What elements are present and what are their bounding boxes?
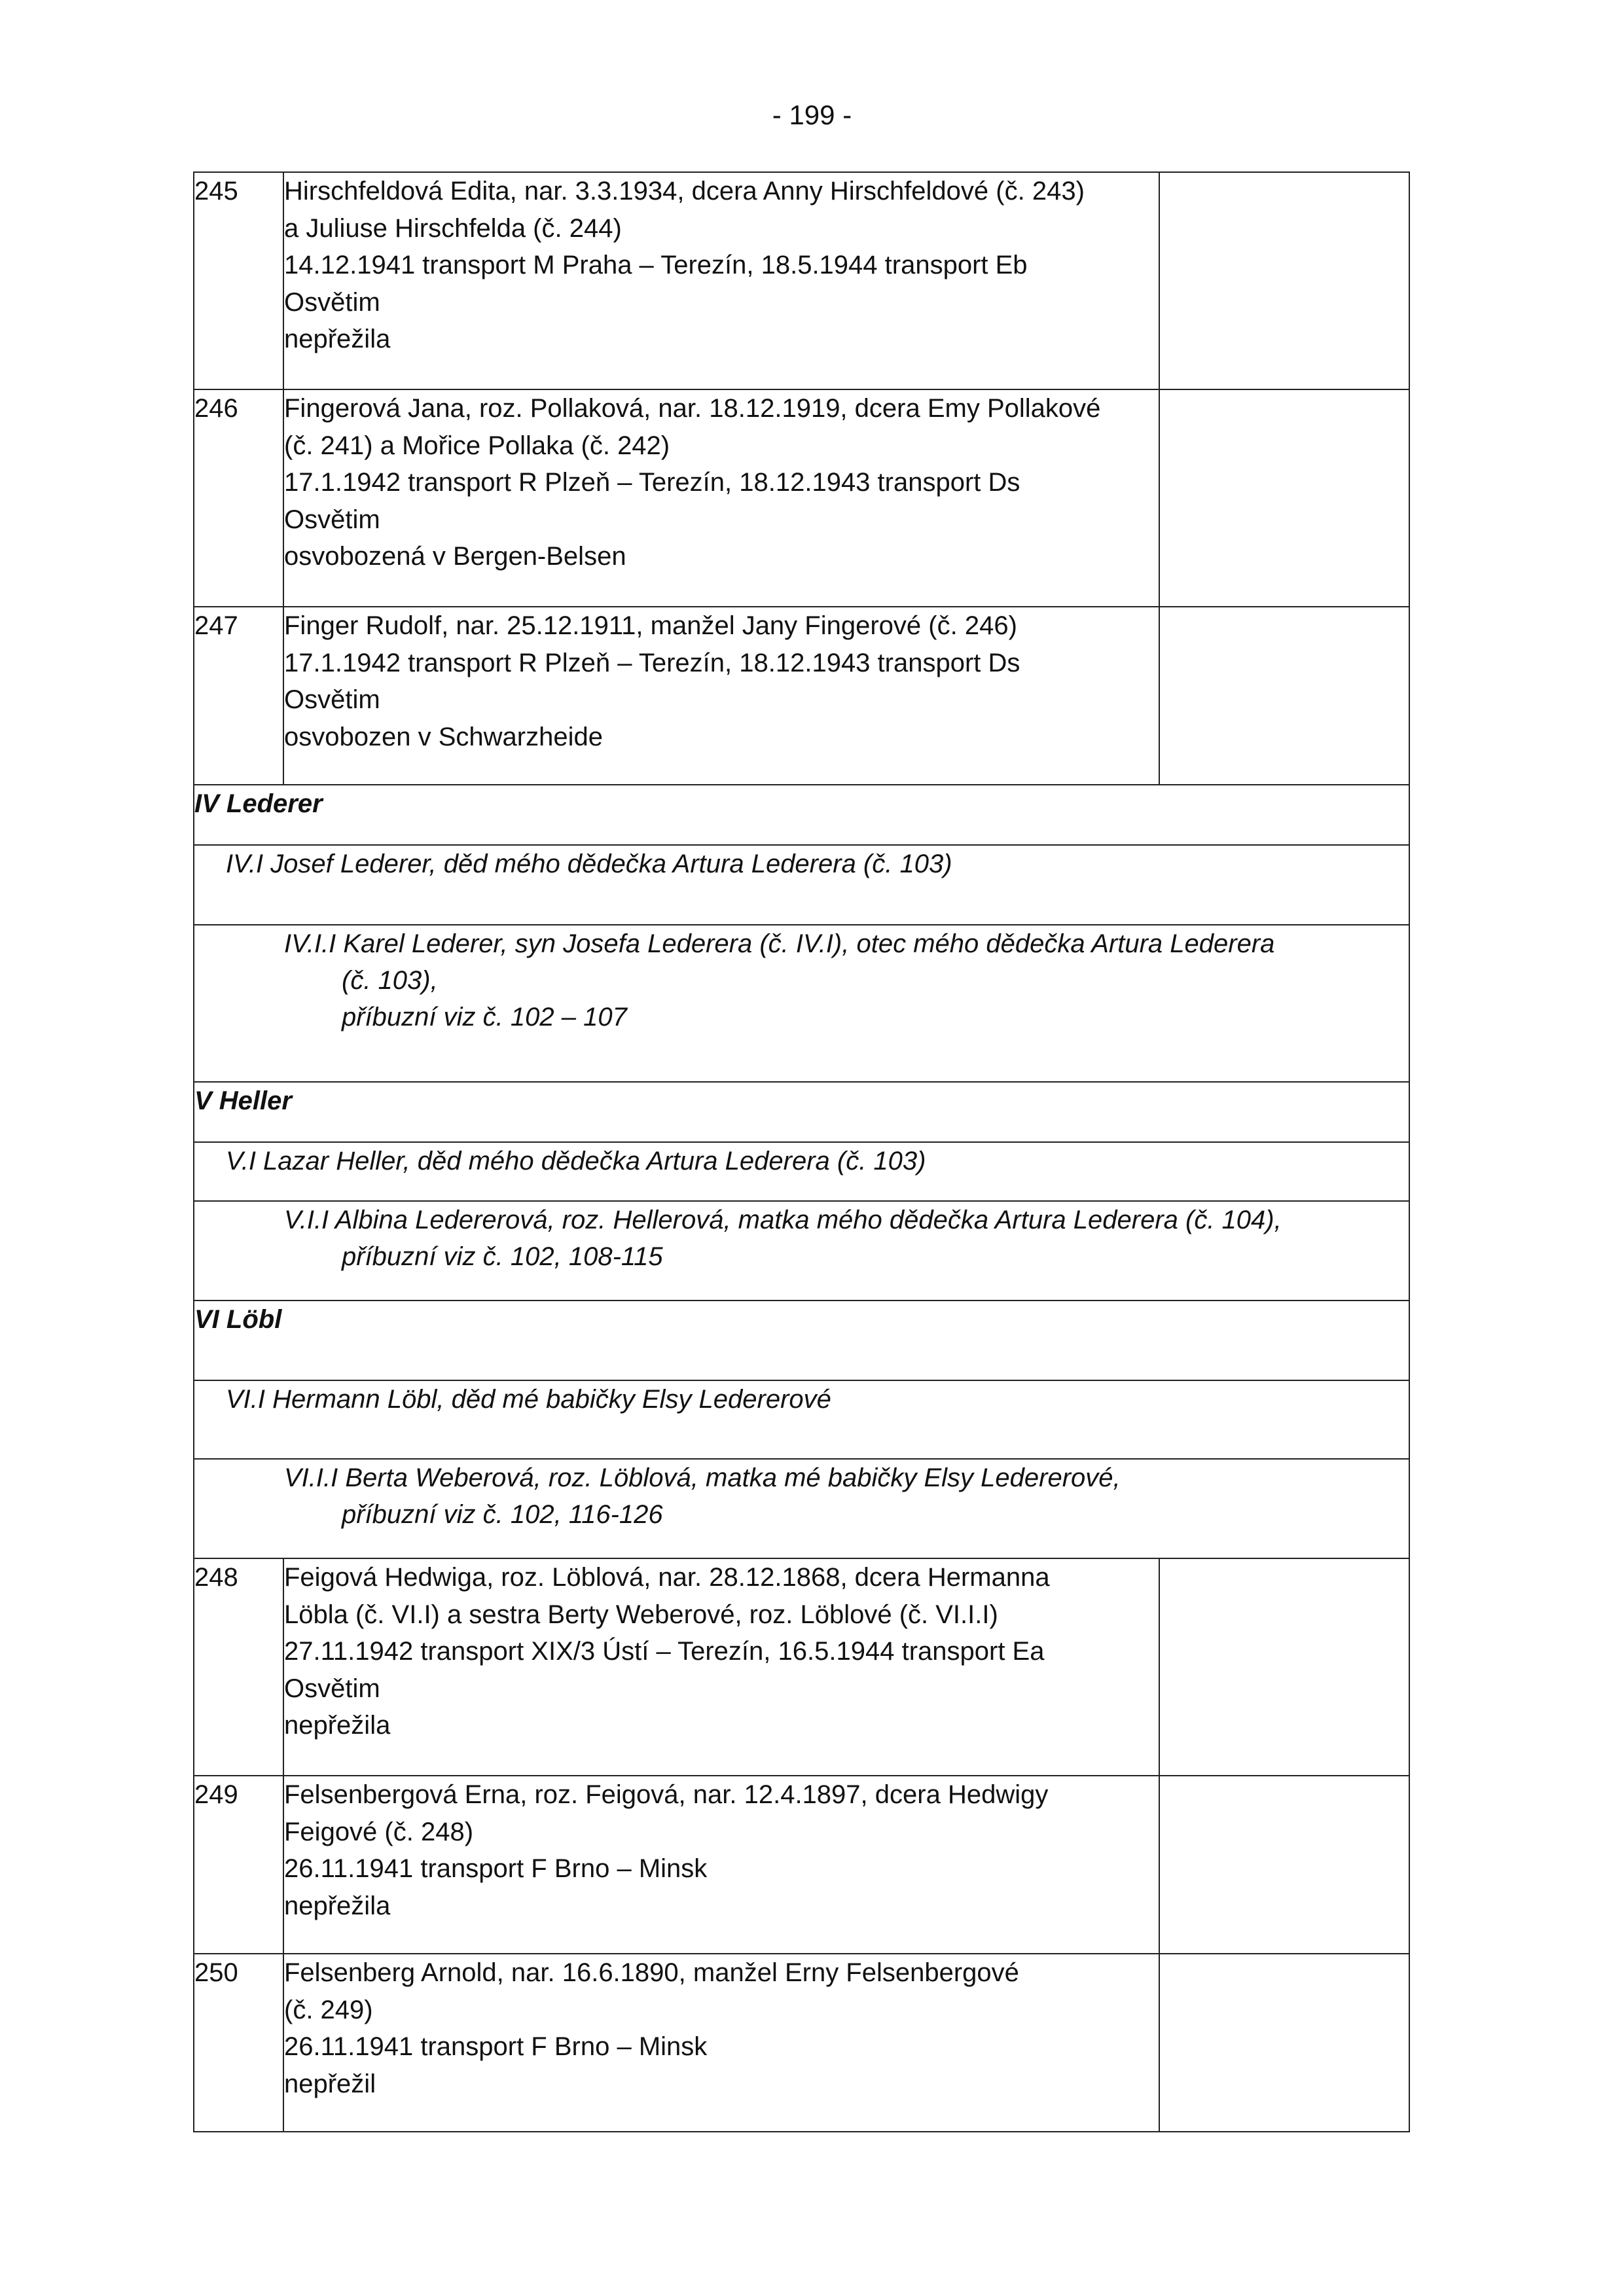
- entry-line: nepřežila: [284, 1711, 391, 1740]
- entry-line: 27.11.1942 transport XIX/3 Ústí – Terezín, 16.5.1944 transport Ea: [284, 1637, 1045, 1666]
- person-number: 246: [194, 389, 283, 607]
- entry-line: 26.11.1941 transport F Brno – Minsk: [284, 2032, 708, 2061]
- entry-line: (č. 241) a Mořice Pollaka (č. 242): [284, 431, 670, 460]
- person-number: 248: [194, 1558, 283, 1776]
- subsub-row-heller: [194, 1201, 1409, 1300]
- subsub-line: IV.I.I Karel Lederer, syn Josefa Lederera (č. IV.I), otec mého dědečka Artura Lederera: [284, 929, 1275, 958]
- branch-row-lederer: [194, 785, 1409, 845]
- sub-entry: [194, 1142, 1409, 1201]
- entry-line: (č. 249): [284, 1995, 373, 2024]
- subsub-row-lobl: [194, 1459, 1409, 1558]
- entry-line: Feigová Hedwiga, roz. Löblová, nar. 28.12.1868, dcera Hermanna: [284, 1563, 1050, 1592]
- person-entry: [283, 607, 1159, 785]
- person-entry: [283, 172, 1159, 389]
- person-row-248: [194, 1558, 1409, 1776]
- sub-row-lederer: [194, 845, 1409, 925]
- note-cell: [1159, 1954, 1409, 2132]
- person-row-250: [194, 1954, 1409, 2132]
- note-cell: [1159, 607, 1409, 785]
- entry-line: nepřežila: [284, 1891, 391, 1920]
- entry-line: Fingerová Jana, roz. Pollaková, nar. 18.12.1919, dcera Emy Pollakové: [284, 394, 1101, 423]
- subsub-line: příbuzní viz č. 102 – 107: [342, 1003, 627, 1031]
- subsub-line: příbuzní viz č. 102, 108-115: [342, 1242, 663, 1271]
- subsub-line: (č. 103),: [342, 966, 438, 995]
- entry-line: Finger Rudolf, nar. 25.12.1911, manžel Jany Fingerové (č. 246): [284, 611, 1017, 640]
- person-row-247: [194, 607, 1409, 785]
- sub-row-lobl: [194, 1380, 1409, 1459]
- note-cell: [1159, 1558, 1409, 1776]
- sub-entry-text: VI.I Hermann Löbl, děd mé babičky Elsy Ledererové: [226, 1385, 831, 1414]
- person-entry: [283, 1558, 1159, 1776]
- note-cell: [1159, 1776, 1409, 1954]
- person-row-245: [194, 172, 1409, 389]
- branch-title: V Heller: [194, 1082, 1409, 1142]
- page-number: - 199 -: [772, 99, 852, 130]
- entry-line: Osvětim: [284, 287, 380, 317]
- entry-line: Hirschfeldová Edita, nar. 3.3.1934, dcera Anny Hirschfeldové (č. 243): [284, 177, 1085, 206]
- branch-row-lobl: [194, 1300, 1409, 1380]
- subsub-entry: [194, 1201, 1409, 1300]
- sub-entry-text: V.I Lazar Heller, děd mého dědečka Artura Lederera (č. 103): [226, 1147, 926, 1175]
- entry-line: Feigové (č. 248): [284, 1817, 474, 1846]
- subsub-line: V.I.I Albina Ledererová, roz. Hellerová, matka mého dědečka Artura Lederera (č. 104),: [284, 1206, 1282, 1234]
- branch-title: VI Löbl: [194, 1300, 1409, 1380]
- entry-line: 17.1.1942 transport R Plzeň – Terezín, 18.12.1943 transport Ds: [284, 648, 1020, 677]
- entry-line: nepřežil: [284, 2069, 376, 2098]
- sub-row-heller: [194, 1142, 1409, 1201]
- entry-line: Osvětim: [284, 505, 380, 534]
- entry-line: Löbla (č. VI.I) a sestra Berty Weberové, roz. Löblové (č. VI.I.I): [284, 1600, 998, 1629]
- entry-line: Felsenberg Arnold, nar. 16.6.1890, manžel Erny Felsenbergové: [284, 1958, 1019, 1987]
- entry-line: Osvětim: [284, 685, 380, 714]
- person-row-246: [194, 389, 1409, 607]
- person-entry: [283, 1776, 1159, 1954]
- person-number: 245: [194, 172, 283, 389]
- entry-line: 14.12.1941 transport M Praha – Terezín, 18.5.1944 transport Eb: [284, 251, 1028, 279]
- subsub-row-lederer: [194, 925, 1409, 1082]
- subsub-entry: [194, 925, 1409, 1082]
- entry-line: osvobozená v Bergen-Belsen: [284, 542, 626, 571]
- person-number: 250: [194, 1954, 283, 2132]
- sub-entry: [194, 845, 1409, 925]
- entry-line: Felsenbergová Erna, roz. Feigová, nar. 12.4.1897, dcera Hedwigy: [284, 1780, 1049, 1809]
- entry-line: osvobozen v Schwarzheide: [284, 722, 603, 751]
- entry-line: 26.11.1941 transport F Brno – Minsk: [284, 1854, 708, 1883]
- entry-line: Osvětim: [284, 1674, 380, 1703]
- genealogy-table: [193, 171, 1410, 2132]
- subsub-entry: [194, 1459, 1409, 1558]
- entry-line: nepřežila: [284, 325, 391, 353]
- sub-entry: [194, 1380, 1409, 1459]
- note-cell: [1159, 389, 1409, 607]
- branch-title: IV Lederer: [194, 785, 1409, 845]
- subsub-line: příbuzní viz č. 102, 116-126: [342, 1500, 663, 1529]
- person-entry: [283, 1954, 1159, 2132]
- branch-row-heller: [194, 1082, 1409, 1142]
- sub-entry-text: IV.I Josef Lederer, děd mého dědečka Artura Lederera (č. 103): [226, 850, 952, 878]
- person-row-249: [194, 1776, 1409, 1954]
- note-cell: [1159, 172, 1409, 389]
- subsub-line: VI.I.I Berta Weberová, roz. Löblová, matka mé babičky Elsy Ledererové,: [284, 1463, 1121, 1492]
- entry-line: a Juliuse Hirschfelda (č. 244): [284, 213, 622, 243]
- person-entry: [283, 389, 1159, 607]
- entry-line: 17.1.1942 transport R Plzeň – Terezín, 18.12.1943 transport Ds: [284, 468, 1020, 497]
- person-number: 249: [194, 1776, 283, 1954]
- person-number: 247: [194, 607, 283, 785]
